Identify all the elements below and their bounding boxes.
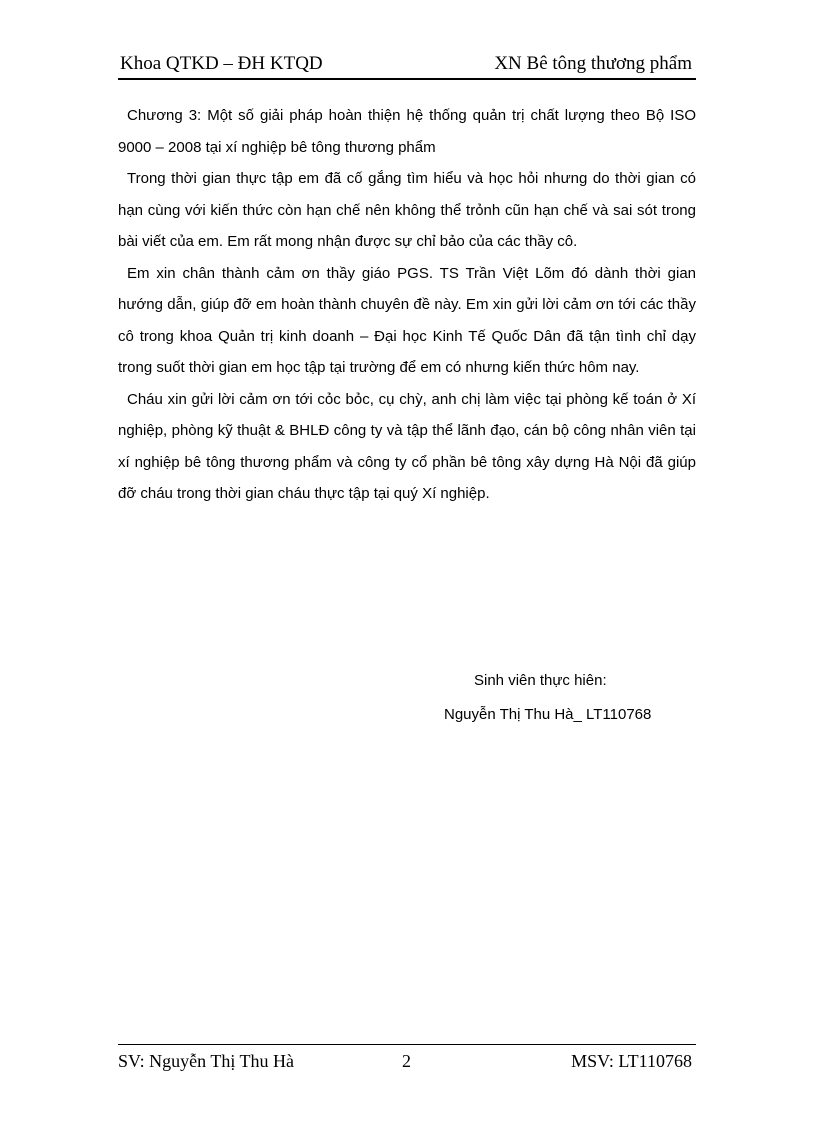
page-header xyxy=(118,50,696,80)
footer-student: SV: Nguyễn Thị Thu Hà xyxy=(118,1051,294,1071)
page-number: 2 xyxy=(402,1051,411,1071)
paragraph-chapter-3: Chương 3: Một số giải pháp hoàn thiện hệ thống quản trị chất lượng theo Bộ ISO 9000 – 2008 tại xí nghiệp bê tông thương phẩm xyxy=(118,107,696,156)
signature-label: Sinh viên thực hiên: xyxy=(474,672,607,689)
paragraph-thanks-teachers: Em xin chân thành cảm ơn thầy giáo PGS. TS Trần Việt Lõm đó dành thời gian hướng dẫn, giúp đỡ em hoàn thành chuyên đề này. Em xin gửi lời cảm ơn tới các thầy cô trong khoa Quản trị kinh doanh – Đại học Kinh Tế Quốc Dân đã tận tình chỉ dạy trong suốt thời gian em học tập tại trường để em có nhưng kiến thức hôm nay. xyxy=(118,264,696,376)
header-faculty: Khoa QTKD – ĐH KTQD xyxy=(120,53,323,74)
page-footer xyxy=(118,1044,696,1071)
paragraph-thanks-company: Cháu xin gửi lời cảm ơn tới cỏc bỏc, cụ chỳ, anh chị làm việc tại phòng kế toán ở Xí nghiệp, phòng kỹ thuật & BHLĐ công ty và tập thể lãnh đạo, cán bộ công nhân viên tại xí nghiệp bê tông thương phẩm và công ty cổ phần bê tông xây dựng Hà Nội đã giúp đỡ cháu trong thời gian cháu thực tập tại quý Xí nghiệp. xyxy=(118,390,696,502)
footer-student-id: MSV: LT110768 xyxy=(571,1051,692,1071)
header-company: XN Bê tông thương phẩm xyxy=(494,53,692,74)
paragraph-apology: Trong thời gian thực tập em đã cố gắng tìm hiểu và học hỏi nhưng do thời gian có hạn cùng với kiến thức còn hạn chế nên không thể trỏnh cũn hạn chế và sai sót trong bài viết của em. Em rất mong nhận được sự chỉ bảo của các thầy cô. xyxy=(118,170,696,250)
signature-name: Nguyễn Thị Thu Hà_ LT110768 xyxy=(444,706,652,723)
document-body xyxy=(118,100,696,510)
